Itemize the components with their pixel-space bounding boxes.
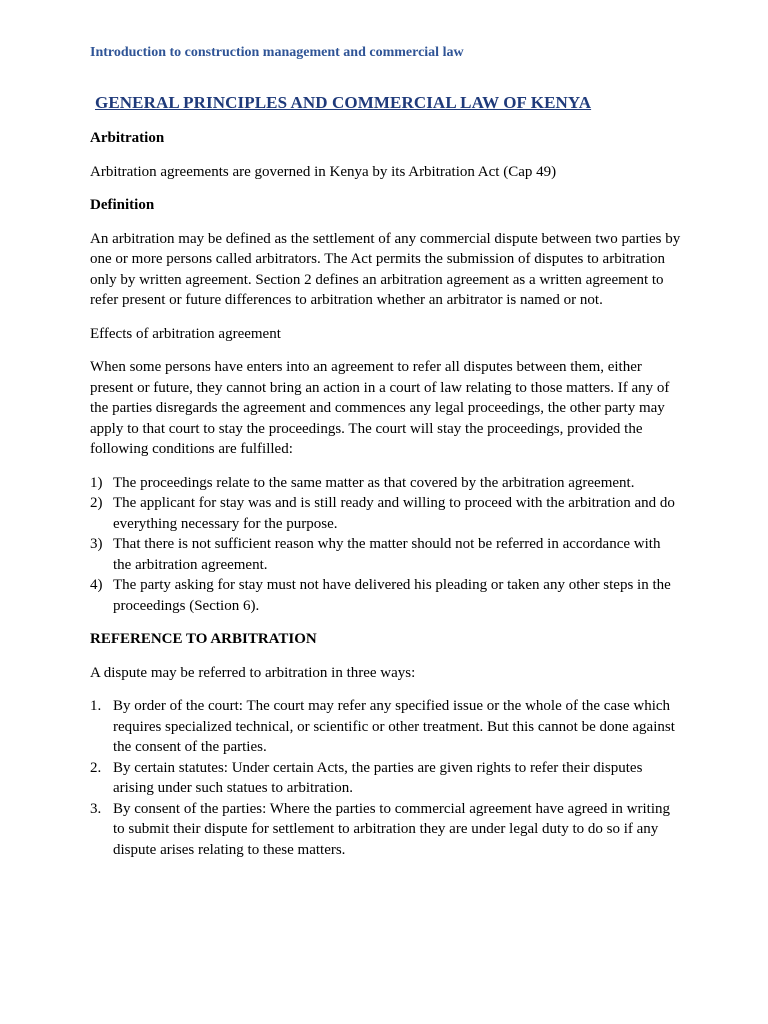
list-item-number: 2) [90, 495, 103, 511]
effects-paragraph: When some persons have enters into an agreement to refer all disputes between them, either present or future, they cannot bring an action in a court of law relating to those matters. If any of the parties disregards the agreement and commences any legal proceedings, the other party may apply to that court to stay the proceedings. The court will stay the proceedings, provided the following conditions are fulfilled: [90, 359, 670, 457]
conditions-list [90, 473, 682, 617]
arbitration-heading: Arbitration [90, 130, 165, 146]
definition-heading: Definition [90, 197, 155, 213]
list-item-number: 1. [90, 698, 102, 714]
list-item [90, 799, 682, 861]
list-item [90, 493, 682, 534]
list-item-text: The party asking for stay must not have delivered his pleading or taken any other steps in the proceedings (Section 6). [113, 577, 671, 614]
list-item-text: The proceedings relate to the same matter as that covered by the arbitration agreement. [113, 474, 635, 491]
list-item-text: By certain statutes: Under certain Acts, the parties are given rights to refer their disputes arising under such statues to arbitration. [113, 759, 643, 796]
list-item-number: 1) [90, 474, 103, 491]
list-item-text: That there is not sufficient reason why the matter should not be referred in accordance with the arbitration agreement. [113, 536, 661, 573]
effects-heading: Effects of arbitration agreement [90, 325, 281, 342]
list-item [90, 575, 682, 616]
list-item-number: 3. [90, 800, 102, 817]
list-item [90, 696, 682, 758]
arbitration-paragraph: Arbitration agreements are governed in Kenya by its Arbitration Act (Cap 49) [90, 163, 557, 180]
list-item-number: 2. [90, 759, 102, 776]
reference-paragraph: A dispute may be referred to arbitration in three ways: [90, 664, 416, 681]
list-item [90, 758, 682, 799]
list-item-number: 4) [90, 577, 103, 593]
list-item [90, 534, 682, 575]
reference-heading: REFERENCE TO ARBITRATION [90, 631, 317, 647]
definition-paragraph: An arbitration may be defined as the settlement of any commercial dispute between two parties by one or more persons called arbitrators. The Act permits the submission of disputes to arbitration only by written agreement. Section 2 defines an arbitration agreement as a written agreement to refer present or future differences to arbitration whether an arbitrator is named or not. [90, 230, 681, 308]
document-body [90, 128, 682, 873]
ways-list [90, 696, 682, 860]
running-header: Introduction to construction management and commercial law [90, 45, 464, 60]
list-item-text: By order of the court: The court may refer any specified issue or the whole of the case which requires specialized technical, or scientific or other treatment. But this cannot be done against the consent of the parties. [113, 698, 675, 755]
page-title: GENERAL PRINCIPLES AND COMMERCIAL LAW OF KENYA [95, 93, 592, 112]
list-item-number: 3) [90, 536, 103, 552]
list-item [90, 473, 682, 494]
list-item-text: The applicant for stay was and is still ready and willing to proceed with the arbitration and do everything necessary for the purpose. [113, 495, 675, 532]
list-item-text: By consent of the parties: Where the parties to commercial agreement have agreed in writing to submit their dispute for settlement to arbitration they are under legal duty to do so if any dispute arises relating to these matters. [113, 800, 671, 858]
